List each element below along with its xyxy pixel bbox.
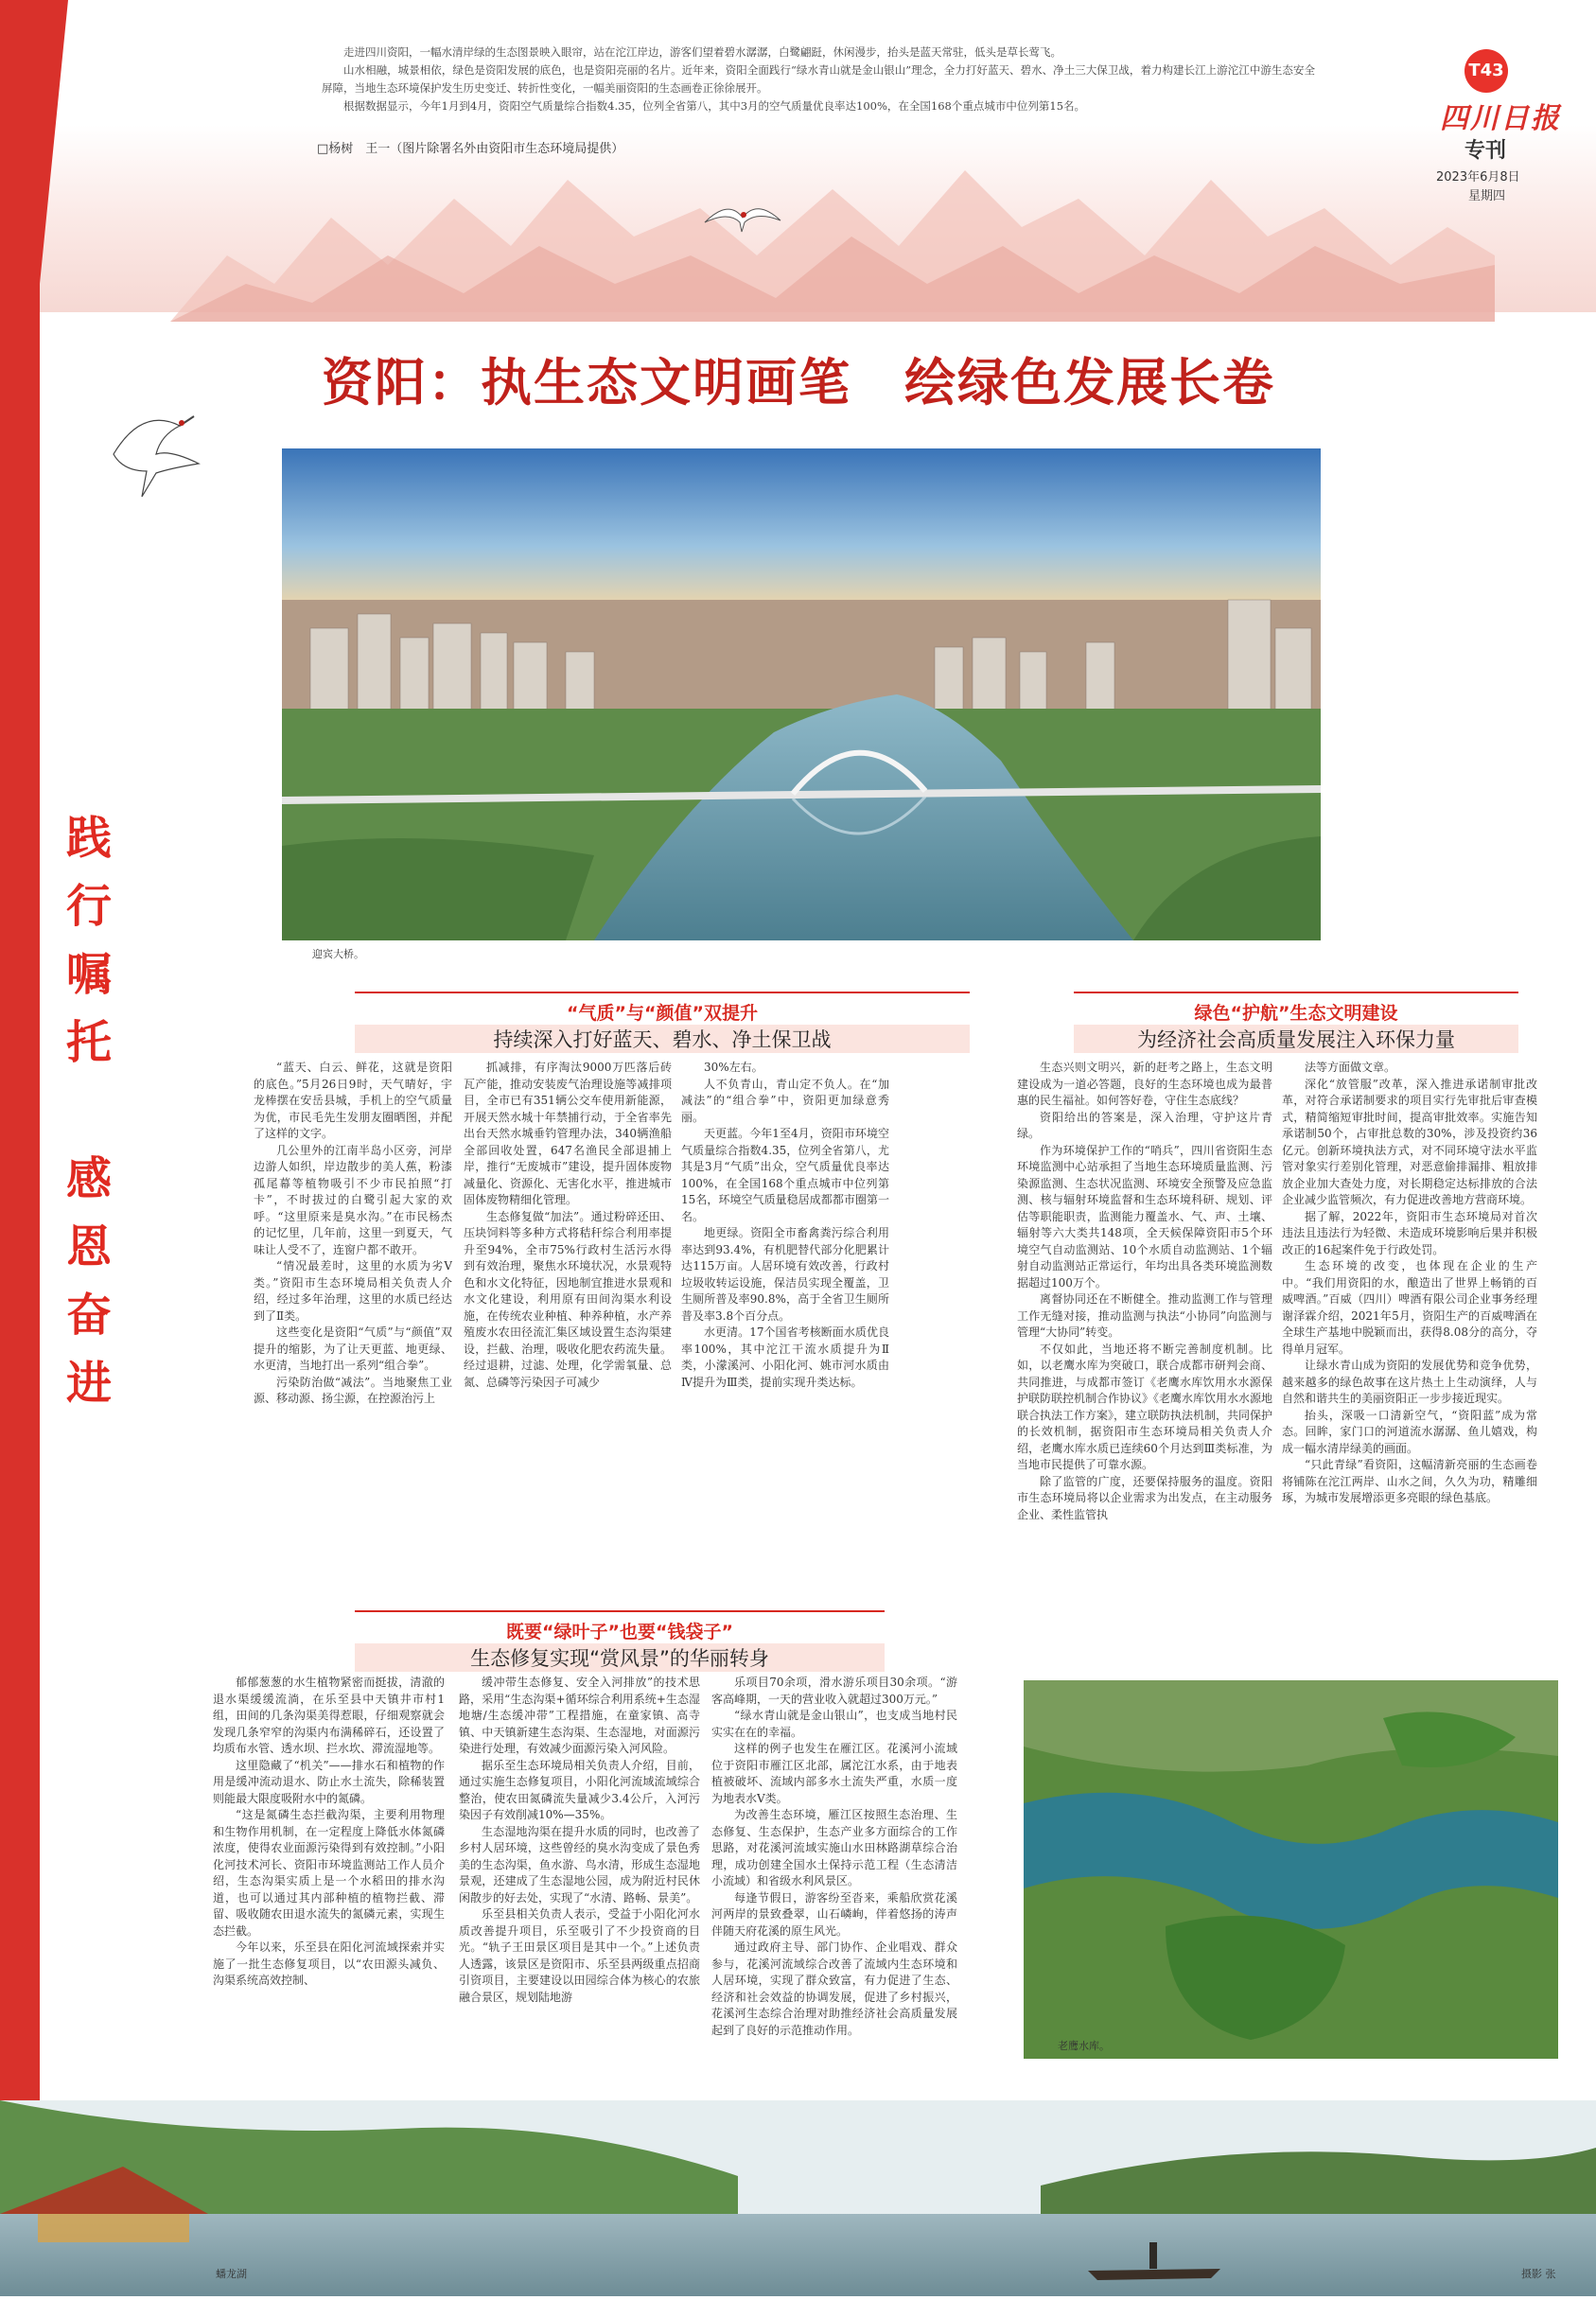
paragraph: 缓冲带生态修复、安全入河排放”的技术思路，采用“生态沟渠+循环综合利用系统+生态湿地塘/生态缓冲带”工程措施，在童家镇、高寺镇、中天镇新建生态沟渠、生态湿地，对面源污染进行处理，有效减少面源污染入河风险。 bbox=[459, 1676, 700, 1755]
section1-title: “气质”与“颜值”双提升 bbox=[567, 1003, 758, 1024]
section2-column-3 bbox=[711, 1675, 957, 2091]
left-red-bar bbox=[0, 0, 40, 2296]
section1-column-1 bbox=[254, 1060, 452, 1608]
intro-paragraph: 山水相融，城景相依，绿色是资阳发展的底色，也是资阳亮丽的名片。近年来，资阳全面践行“绿水青山就是金山银山”理念，全力打好蓝天、碧水、净土三大保卫战，着力构建长江上游沱江中游生态安全屏障，当地生态环境保护发生历史变迁、转折性变化，一幅美丽资阳的生态画卷正徐徐展开。 bbox=[322, 63, 1315, 95]
reservoir-caption: 老鹰水库。 bbox=[1058, 2040, 1110, 2052]
reservoir-photo bbox=[1024, 1680, 1558, 2059]
section3-rule bbox=[1074, 992, 1518, 993]
paragraph: 郁郁葱葱的水生植物紧密而挺拔，清澈的退水渠缓缓流淌，在乐至县中天镇井市村1组，田间的几条沟渠美得惹眼，仔细观察就会发现几条窄窄的沟渠内布满稀碎石，还设置了均质布水管、透水坝、拦水坎、滞流湿地等。 bbox=[213, 1676, 445, 1755]
paragraph: 据乐至生态环境局相关负责人介绍，目前，通过实施生态修复项目，小阳化河流域流域综合整治，使农田氮磷流失量减少3.4公斤，入河污染因子有效削减10%—35%。 bbox=[459, 1758, 700, 1821]
slogan-right-column: 感 恩 奋 进 bbox=[65, 1152, 112, 1410]
paragraph: 抬头，深吸一口清新空气，“资阳蓝”成为常态。回眸，家门口的河道流水潺潺、鱼儿嬉戏，构成一幅水清岸绿美的画面。 bbox=[1282, 1408, 1537, 1455]
paragraph: 作为环境保护工作的“哨兵”，四川省资阳生态环境监测中心站承担了当地生态环境质量监测、污染源监测、生态状况监测、环境安全预警及应急监测、核与辐射环境监督和生态环境科研、规划、评估等职能职责，监测能力覆盖水、气、声、土壤、辐射等六大类共148项，全天候保障资阳市5个环境空气自动监测站、10个水质自动监测站、1个辐射自动监测站正常运行，年均出具各类环境监测数据超过100万个。 bbox=[1017, 1143, 1272, 1290]
paragraph: “蓝天、白云、鲜花，这就是资阳的底色。”5月26日9时，天气晴好，宇龙棒摆在安岳县城，手机上的空气质量为优，市民毛先生发朋友圈晒图，并配了这样的文字。 bbox=[254, 1061, 452, 1140]
paragraph: “只此青绿”看资阳，这幅清新亮丽的生态画卷将铺陈在沱江两岸、山水之间，久久为功，精雕细琢，为城市发展增添更多亮眼的绿色基底。 bbox=[1282, 1458, 1537, 1504]
section1-heading bbox=[355, 992, 970, 1051]
paragraph: 法等方面做文章。 bbox=[1305, 1061, 1396, 1074]
section1-rule bbox=[355, 992, 970, 993]
paragraph: 每逢节假日，游客纷至沓来，乘船欣赏花溪河两岸的景致叠翠，山石嶙峋，伴着悠扬的涛声伴随天府花溪的原生风光。 bbox=[711, 1890, 957, 1938]
paragraph: 乐项目70余项，滑水游乐项目30余项。“游客高峰期，一天的营业收入就超过300万元。” bbox=[711, 1676, 957, 1706]
paragraph: 30%左右。 bbox=[704, 1061, 763, 1074]
paragraph: 生态兴则文明兴，新的赶考之路上，生态文明建设成为一道必答题，良好的生态环境也成为最普惠的民生福祉。如何答好卷，守住生态底线？ bbox=[1017, 1061, 1272, 1107]
bottom-right-caption: 摄影 张 bbox=[1521, 2268, 1556, 2280]
byline: □杨树 王一（图片除署名外由资阳市生态环境局提供） bbox=[317, 142, 624, 156]
paragraph: 生态湿地沟渠在提升水质的同时，也改善了乡村人居环境，这些曾经的臭水沟变成了景色秀美的生态沟渠，鱼水游、鸟水清，形成生态湿地景观，还建成了生态湿地公园，成为附近村民休闲散步的好去处，实现了“水清、路畅、景美”。 bbox=[459, 1824, 700, 1905]
paragraph: 这样的例子也发生在雁江区。花溪河小流域位于资阳市雁江区北部，属沱江水系，由于地表植被破坏、流域内部多水土流失严重，水质一度为地表水Ⅴ类。 bbox=[711, 1742, 957, 1805]
crane-bird-icon bbox=[104, 397, 208, 501]
paragraph: 让绿水青山成为资阳的发展优势和竞争优势，越来越多的绿色故事在这片热土上生动演绎，人与自然和谐共生的美丽资阳正一步步接近现实。 bbox=[1282, 1359, 1537, 1405]
page-headline: 资阳：执生态文明画笔 绘绿色发展长卷 bbox=[322, 353, 1275, 413]
section1-subtitle: 持续深入打好蓝天、碧水、净土保卫战 bbox=[493, 1028, 832, 1051]
section3-subtitle: 为经济社会高质量发展注入环保力量 bbox=[1137, 1028, 1455, 1051]
paragraph: 乐至县相关负责人表示，受益于小阳化河水质改善提升项目，乐至吸引了不少投资商的目光。“轨子王田景区项目是其中一个。”上述负责人透露，该景区是资阳市、乐至县两级重点招商引资项目，主要建设以田园综合体为核心的农旅融合景区，规划陆地游 bbox=[459, 1907, 700, 2004]
page-number-badge: T43 bbox=[1464, 49, 1508, 93]
publication-date: 2023年6月8日 bbox=[1436, 170, 1520, 184]
main-photo-bridge bbox=[282, 448, 1321, 940]
paragraph: “情况最差时，这里的水质为劣Ⅴ类。”资阳市生态环境局相关负责人介绍，经过多年治理，这里的水质已经达到了Ⅱ类。 bbox=[254, 1259, 452, 1323]
slogan-left-column: 践 行 嘱 托 bbox=[65, 812, 112, 1069]
crane-bird-icon bbox=[700, 194, 785, 237]
left-red-accent bbox=[40, 0, 68, 284]
paragraph: 地更绿。资阳全市畜禽粪污综合利用率达到93.4%，有机肥替代部分化肥累计达115万亩。人居环境有效改善，行政村垃圾收转运设施，保洁员实现全覆盖，卫生厕所普及率90.8%，高于全省卫生厕所普及率3.8个百分点。 bbox=[681, 1226, 889, 1323]
section3-title: 绿色“护航”生态文明建设 bbox=[1194, 1003, 1398, 1024]
mountain-illustration bbox=[170, 142, 1495, 322]
paragraph: 这里隐藏了“机关”——排水石和植物的作用是缓冲流动退水、防止水土流失，除稀装置则能最大限度吸附水中的氮磷。 bbox=[213, 1758, 445, 1805]
paragraph: 生态修复做“加法”。通过粉碎还田、压块饲料等多种方式将秸秆综合利用率提升至94%，全市75%行政村生活污水得到有效治理，聚焦水环境状况，水景观特色和水文化特征，因地制宜推进水景观和水文化建设，利用原有田间沟渠水利设施，在传统农业种植、种养种植，水产养殖废水农田径流汇集区域设置生态沟渠建设，拦截、治理，吸收化肥农药流失量。经过退耕，过滤、处理，化学需氧量、总氮、总磷等污染因子可减少 bbox=[464, 1209, 672, 1389]
section3-column-1 bbox=[1017, 1060, 1272, 1665]
paragraph: 不仅如此，当地还将不断完善制度机制。比如，以老鹰水库为突破口，联合成都市研判会商、共同推进，与成都市签订《老鹰水库饮用水水源保护联防联控机制合作协议》《老鹰水库饮用水水源地联合执法工作方案》，建立联防执法机制，共同保护的长效机制，据资阳市生态环境局相关负责人介绍，老鹰水库水质已连续60个月达到Ⅲ类标准，为当地市民提供了可靠水源。 bbox=[1017, 1342, 1272, 1471]
paragraph: 除了监管的广度，还要保持服务的温度。资阳市生态环境局将以企业需求为出发点，在主动服务企业、柔性监管执 bbox=[1017, 1474, 1272, 1521]
section2-column-2 bbox=[459, 1675, 700, 2091]
section2-subtitle: 生态修复实现“赏风景”的华丽转身 bbox=[470, 1647, 769, 1670]
bottom-left-caption: 蟠龙湖 bbox=[216, 2268, 247, 2280]
vertical-slogan bbox=[64, 804, 168, 1514]
paragraph: 水更清。17个国省考核断面水质优良率100%，其中沱江干流水质提升为Ⅱ类，小濛溪河、小阳化河、姚市河水质由Ⅳ提升为Ⅲ类，提前实现升类达标。 bbox=[681, 1326, 889, 1389]
section1-column-2 bbox=[464, 1060, 672, 1608]
section2-rule bbox=[355, 1610, 885, 1612]
paragraph: 这些变化是资阳“气质”与“颜值”双提升的缩影，为了让天更蓝、地更绿、水更清，当地打出一系列“组合拳”。 bbox=[254, 1326, 452, 1372]
paragraph: 几公里外的江南半岛小区旁，河岸边游人如织，岸边散步的美人蕉，粉漆孤尾幕等植物吸引不少市民拍照“打卡”，不时拔过的白鹭引起大家的欢呼。“这里原来是臭水沟。”在市民杨杰的记忆里，几年前，这里一到夏天，气味让人受不了，连窗户都不敢开。 bbox=[254, 1143, 452, 1256]
paragraph: 通过政府主导、部门协作、企业唱戏、群众参与，花溪河流域综合改善了流域内生态环境和人居环境，实现了群众致富，有力促进了生态、经济和社会效益的协调发展，促进了乡村振兴，花溪河生态综合治理对助推经济社会高质量发展起到了良好的示范推动作用。 bbox=[711, 1940, 957, 2037]
paragraph: “绿水青山就是金山银山”，也支成当地村民实实在在的幸福。 bbox=[711, 1709, 957, 1739]
section3-column-2 bbox=[1282, 1060, 1537, 1665]
paragraph: 人不负青山，青山定不负人。在“加减法”的“组合拳”中，资阳更加绿意秀丽。 bbox=[681, 1077, 889, 1124]
section1-column-3 bbox=[681, 1060, 889, 1571]
paragraph: 深化“放管服”改革，深入推进承诺制审批改革，对符合承诺制要求的项目实行先审批后审查模式，精简缩短审批时间，提高审批效率。实施告知承诺制50个，占审批总数的30%，涉及投资约36亿元。创新环境执法方式，对不同环境守法水平监管对象实行差别化管理，对恶意偷排漏排、粗放排放企业加大查处力度，对长期稳定达标排放的合法企业减少监管频次，有力促进改善地方营商环境。 bbox=[1282, 1077, 1537, 1206]
paragraph: 今年以来，乐至县在阳化河流域探索并实施了一批生态修复项目，以“农田源头减负、沟渠系统高效控制、 bbox=[213, 1940, 445, 1987]
paragraph: 生态环境的改变，也体现在企业的生产中。“我们用资阳的水，酿造出了世界上畅销的百威啤酒。”百威（四川）啤酒有限公司企业事务经理谢泽霖介绍，2021年5月，资阳生产的百威啤酒在全球生产基地中脱颖而出，获得8.08分的高分，夺得单月冠军。 bbox=[1282, 1259, 1537, 1356]
intro-text bbox=[322, 44, 1315, 115]
paragraph: “这是氮磷生态拦截沟渠，主要利用物理和生物作用机制，在一定程度上降低水体氮磷浓度，使得农业面源污染得到有效控制。”小阳化河技术河长、资阳市环境监测站工作人员介绍，生态沟渠实质上是一个水稻田的排水沟道，也可以通过其内部种植的植物拦截、滞留、吸收随农田退水流失的氮磷元素，实现生态拦截。 bbox=[213, 1808, 445, 1938]
paragraph: 离督协同还在不断健全。推动监测工作与管理工作无缝对接，推动监测与执法“小协同”向监测与管理“大协同”转变。 bbox=[1017, 1292, 1272, 1339]
paragraph: 污染防治做“减法”。当地聚焦工业源、移动源、扬尘源，在控源治污上 bbox=[254, 1375, 452, 1405]
paragraph: 抓减排，有序淘汰9000万匹落后砖瓦产能，推动安装废气治理设施等减排项目，全市已有351辆公交车使用新能源，开展天然水城十年禁捕行动，于全省率先出台天然水城垂钓管理办法，340辆渔船全部回收处置，647名渔民全部退捕上岸，推行“无废城市”建设，提升固体废物减量化、资源化、无害化水平，推进城市固体废物精细化管理。 bbox=[464, 1061, 672, 1206]
section2-column-1 bbox=[213, 1675, 445, 2110]
paragraph: 据了解，2022年，资阳市生态环境局对首次违法且违法行为轻微、未造成环境影响后果并积极改正的16起案件免于行政处罚。 bbox=[1282, 1209, 1537, 1256]
section3-heading bbox=[1074, 992, 1518, 1051]
intro-paragraph: 根据数据显示，今年1月到4月，资阳空气质量综合指数4.35，位列全省第八，其中3月的空气质量优良率达100%，在全国168个重点城市中位列第15名。 bbox=[343, 99, 1086, 113]
publication-weekday: 星期四 bbox=[1468, 189, 1506, 203]
edition-label: 专刊 bbox=[1464, 139, 1507, 163]
paragraph: 资阳给出的答案是，深入治理，守护这片青绿。 bbox=[1017, 1110, 1272, 1140]
section2-title: 既要“绿叶子”也要“钱袋子” bbox=[506, 1622, 733, 1642]
main-photo-caption: 迎宾大桥。 bbox=[312, 948, 364, 960]
paragraph: 为改善生态环境，雁江区按照生态治理、生态修复、生态保护，生态产业多方面综合的工作思路，对花溪河流域实施山水田林路湖草综合治理，成功创建全国水土保持示范工程（生态清洁小流域）和省级水利风景区。 bbox=[711, 1808, 957, 1887]
paragraph: 天更蓝。今年1至4月，资阳市环境空气质量综合指数4.35，位列全省第八，尤其是3月“气质”出众，空气质量优良率达100%，在全国168个重点城市中位列第15名，环境空气质量稳居成都都市圈第一名。 bbox=[681, 1127, 889, 1223]
intro-paragraph: 走进四川资阳，一幅水清岸绿的生态图景映入眼帘，站在沱江岸边，游客们望着碧水潺潺，白鹭翩跹，休闲漫步，抬头是蓝天常驻，低头是草长莺飞。 bbox=[343, 45, 1061, 59]
section2-heading bbox=[355, 1610, 885, 1670]
newspaper-logo: 四川日报 bbox=[1440, 102, 1561, 135]
